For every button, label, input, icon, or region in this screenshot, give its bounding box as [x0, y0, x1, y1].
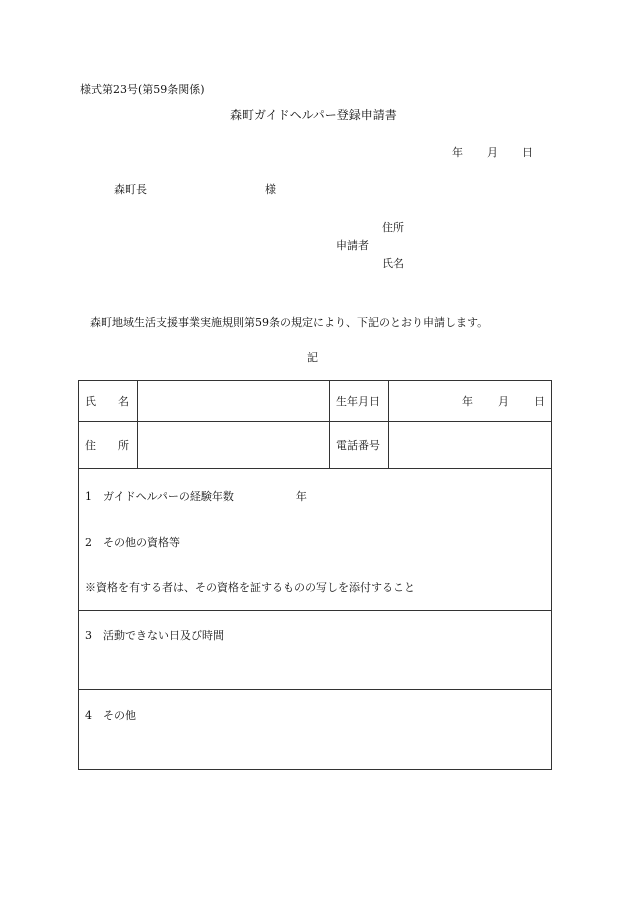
- application-form-table: [78, 380, 552, 770]
- form-number: 様式第23号(第59条関係): [80, 83, 205, 96]
- name-input-cell[interactable]: [138, 381, 330, 422]
- phone-label: 電話番号: [336, 439, 380, 452]
- address-label-cell: [79, 422, 138, 469]
- other-section[interactable]: [79, 690, 552, 770]
- address-input-cell[interactable]: [138, 422, 330, 469]
- birth-year-label: 年: [462, 395, 473, 408]
- applicant-address-label: 住所: [382, 221, 404, 234]
- unavailable-times-section[interactable]: [79, 611, 552, 690]
- other-item: 4 その他: [85, 709, 136, 722]
- table-row: [79, 469, 552, 611]
- other-qualifications-item: 2 その他の資格等: [85, 536, 180, 549]
- table-row: [79, 422, 552, 469]
- experience-years-unit: 年: [295, 490, 307, 503]
- birth-day-label: 日: [534, 395, 545, 408]
- applicant-label: 申請者: [336, 239, 369, 252]
- birthdate-label: 生年月日: [336, 395, 380, 408]
- document-title: 森町ガイドヘルパー登録申請書: [230, 108, 397, 122]
- experience-years-label: 1 ガイドヘルパーの経験年数: [85, 490, 234, 503]
- date-day-label: 日: [522, 146, 533, 159]
- birthdate-label-cell: [330, 381, 389, 422]
- application-statement: 森町地域生活支援事業実施規則第59条の規定により、下記のとおり申請します。: [90, 316, 489, 329]
- name-label-part1: 氏: [85, 395, 96, 408]
- addressee-name: 森町長: [114, 183, 147, 196]
- addressee-honorific: 様: [265, 183, 276, 196]
- experience-years-item: [85, 488, 307, 504]
- name-label-part2: 名: [118, 395, 129, 408]
- date-month-label: 月: [487, 146, 498, 159]
- qualifications-section[interactable]: [79, 469, 552, 611]
- address-label-part1: 住: [85, 439, 96, 452]
- table-row: [79, 690, 552, 770]
- table-row: [79, 381, 552, 422]
- name-label-cell: [79, 381, 138, 422]
- birthdate-input-cell[interactable]: [389, 381, 552, 422]
- date-year-label: 年: [452, 146, 463, 159]
- qualification-note: ※資格を有する者は、その資格を証するものの写しを添付すること: [85, 581, 415, 594]
- phone-label-cell: [330, 422, 389, 469]
- address-label-part2: 所: [118, 439, 129, 452]
- birth-month-label: 月: [498, 395, 509, 408]
- unavailable-times-item: 3 活動できない日及び時間: [85, 629, 224, 642]
- ki-heading: 記: [307, 351, 318, 364]
- applicant-name-label: 氏名: [382, 257, 404, 270]
- phone-input-cell[interactable]: [389, 422, 552, 469]
- table-row: [79, 611, 552, 690]
